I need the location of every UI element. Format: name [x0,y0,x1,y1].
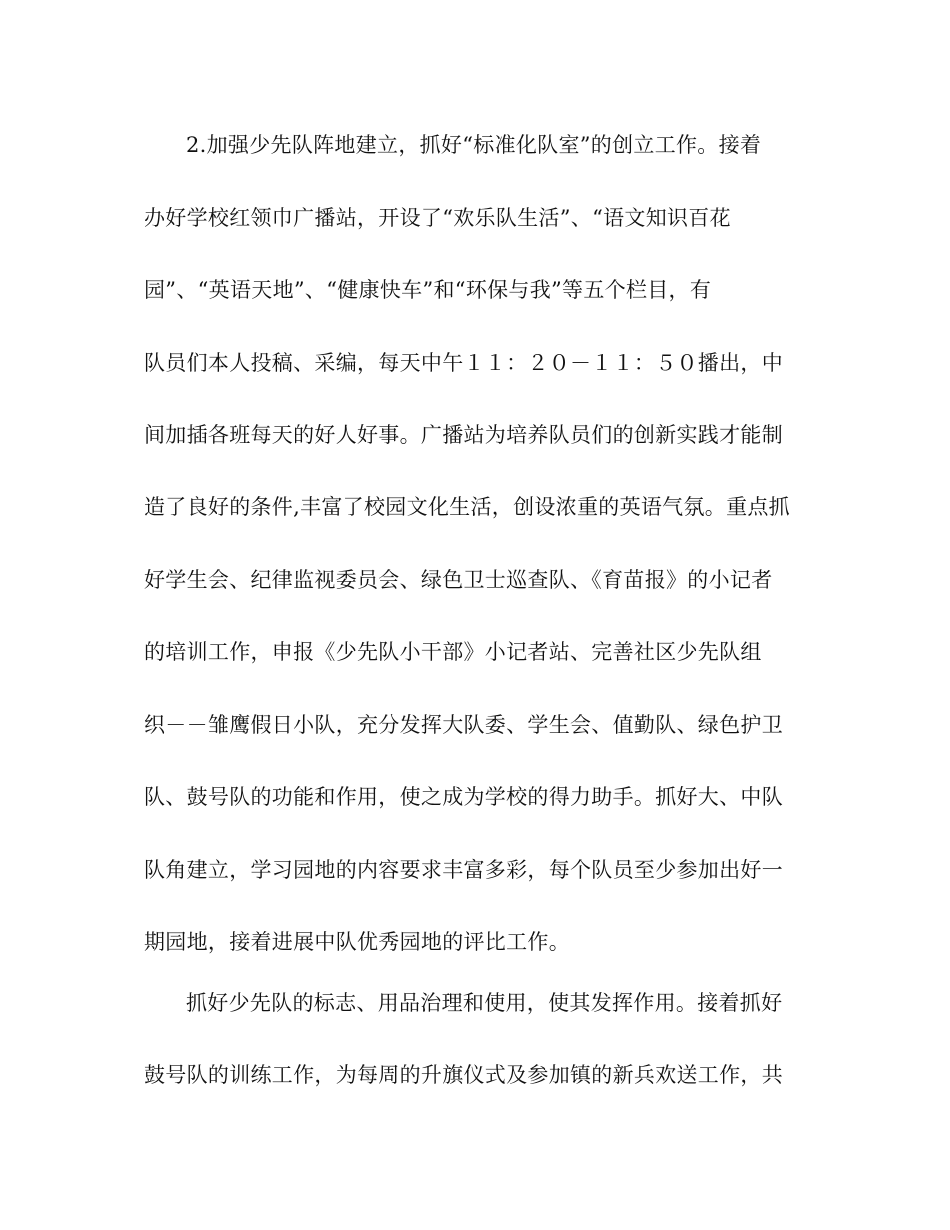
paragraph-1-line-1: 2.加强少先队阵地建立，抓好“标准化队室”的创立工作。接着 [186,133,762,157]
paragraph-1-line-3: 园”、“英语天地”、“健康快车”和“环保与我”等五个栏目，有 [144,278,712,302]
paragraph-1-line-5: 间加插各班每天的好人好事。广播站为培养队员们的创新实践才能制 [144,423,783,447]
paragraph-1-line-10: 队、鼓号队的功能和作用，使之成为学校的得力助手。抓好大、中队 [144,785,783,809]
paragraph-1-line-12: 期园地，接着进展中队优秀园地的评比工作。 [144,930,570,954]
paragraph-2-line-1: 抓好少先队的标志、用品治理和使用，使其发挥作用。接着抓好 [186,991,783,1015]
paragraph-1-line-6: 造了良好的条件,丰富了校园文化生活，创设浓重的英语气氛。重点抓 [144,495,790,519]
paragraph-1-line-11: 队角建立，学习园地的内容要求丰富多彩，每个队员至少参加出好一 [144,858,783,882]
paragraph-1-line-2: 办好学校红领巾广播站，开设了“欢乐队生活”、“语文知识百花 [144,206,731,230]
paragraph-1-line-4: 队员们本人投稿、采编，每天中午１１：２０－１１：５０播出，中 [144,351,783,375]
paragraph-1-line-8: 的培训工作，申报《少先队小干部》小记者站、完善社区少先队组 [144,640,762,664]
paragraph-2-line-2: 鼓号队的训练工作，为每周的升旗仪式及参加镇的新兵欢送工作，共 [144,1063,783,1087]
paragraph-1-line-9: 织－－雏鹰假日小队，充分发挥大队委、学生会、值勤队、绿色护卫 [144,713,783,737]
paragraph-1-line-7: 好学生会、纪律监视委员会、绿色卫士巡查队、《育苗报》的小记者 [144,568,773,592]
